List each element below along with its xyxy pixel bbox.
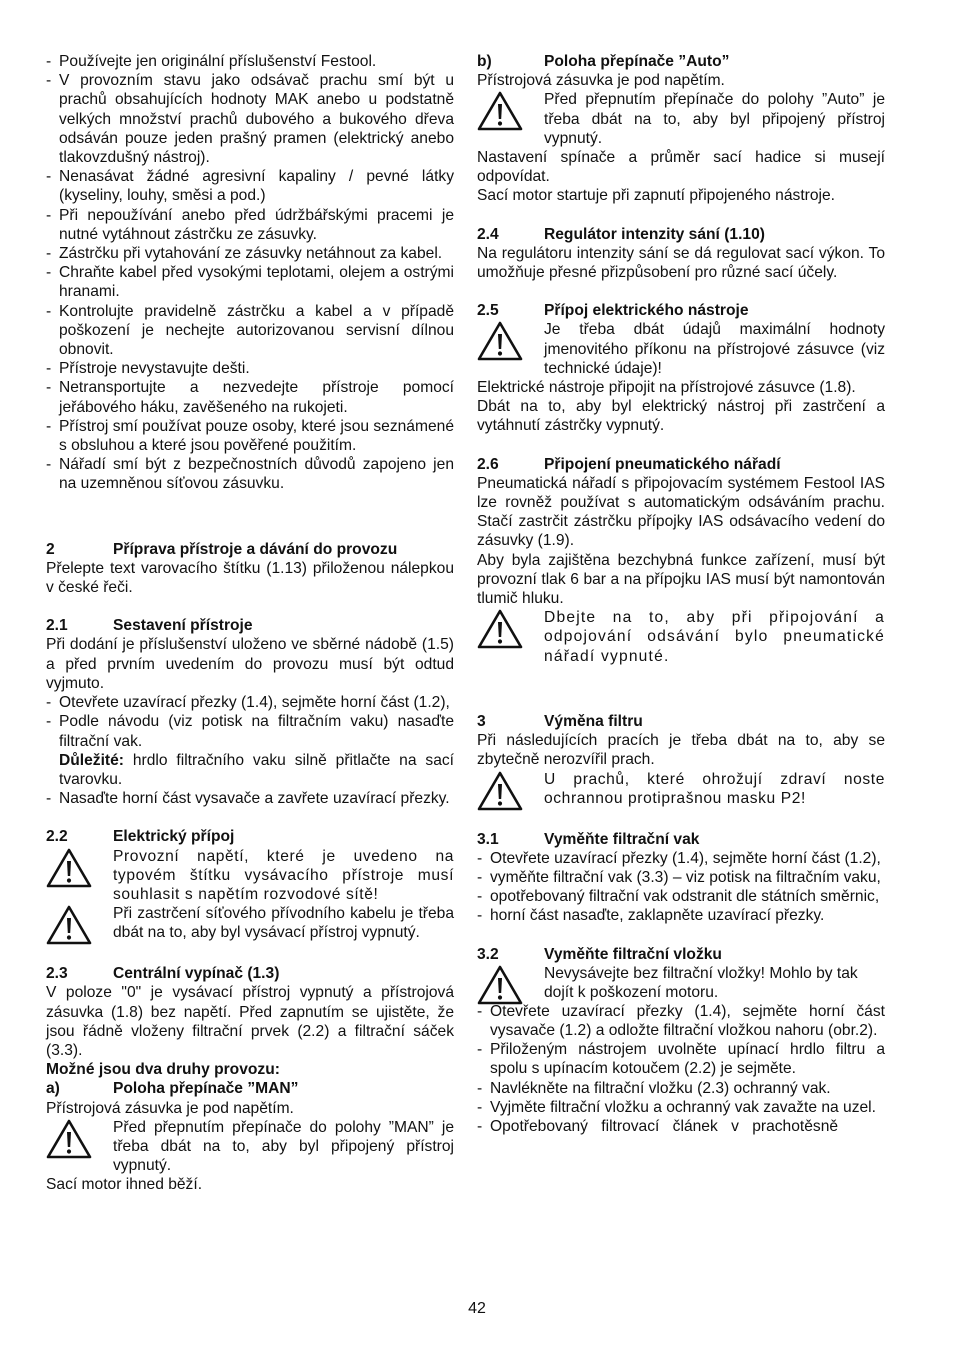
list-item: - Navlékněte na filtrační vložku (2.3) ochranný vak.: [477, 1079, 885, 1098]
warning-block: [477, 964, 885, 1002]
section-heading-2-5: [477, 301, 885, 320]
list-item: - Nasaďte horní část vysavače a zavřete uzavírací přezky.: [46, 789, 454, 808]
list-item: - Přístroj smí používat pouze osoby, které jsou seznámené s obsluhou a které jsou pověřené použitím.: [46, 417, 454, 455]
important-label: Důležité:: [59, 751, 124, 769]
assembly-list-cont: [46, 789, 454, 808]
warning-icon: [477, 770, 544, 811]
section-text: Nastavení spínače a průměr sací hadice si musejí odpovídat.: [477, 149, 885, 186]
safety-list: [46, 52, 454, 494]
list-item: - Otevřete uzavírací přezky (1.4), sejměte horní část (1.2),: [477, 849, 885, 868]
section-title: Sestavení přístroje: [113, 617, 253, 635]
list-item: - Chraňte kabel před vysokými teplotami, olejem a ostrými hranami.: [46, 263, 454, 301]
list-item: - Otevřete uzavírací přezky (1.4), sejměte horní část vysavače (1.2) a odložte filtrační vložkou nahoru (obr.2).: [477, 1002, 885, 1040]
section-text: V poloze "0" je vysávací přístroj vypnutý a přístrojová zásuvka (1.8) bez napětí. Před zapnutím se ujistěte, že jsou řádně vloženy filtrační prvek (2.2) a filtrační sáček (3.3).: [46, 984, 454, 1059]
subsection-heading-b: [477, 52, 885, 71]
subsection-title: Poloha přepínače ”Auto”: [544, 53, 730, 70]
section-heading-2-1: [46, 616, 454, 635]
warning-block: [477, 608, 885, 666]
warning-block: [477, 320, 885, 378]
section-number: 2.4: [477, 225, 499, 243]
list-item: - Používejte jen originální příslušenství Festool.: [46, 52, 454, 71]
section-text: Elektrické nástroje připojit na přístrojové zásuvce (1.8).: [477, 379, 856, 397]
list-item: - Opotřebovaný filtrovací článek v prachotěsně: [477, 1117, 885, 1136]
subsection-title: Poloha přepínače ”MAN”: [113, 1080, 299, 1098]
warning-text: U prachů, které ohrožují zdraví noste ochrannou protiprašnou masku P2!: [544, 770, 885, 807]
list-item: - V provozním stavu jako odsávač prachu smí být u prachů obsahujících hodnoty MAK anebo u podstatně velkých množství prachů dubového a bukového dřeva odsáván pouze jeden prašný pramen (elektrický anebo tlakovzdušný nástroj).: [46, 71, 454, 167]
section-number: 2: [46, 540, 55, 558]
warning-block: [477, 90, 885, 148]
assembly-list: [46, 693, 454, 751]
list-item: - horní část nasaďte, zaklapněte uzavírací přezky.: [477, 906, 885, 925]
section-title: Elektrický přípoj: [113, 828, 235, 846]
warning-text: Provozní napětí, které je uvedeno na typovém štítku vysávacího přístroje musí souhlasit s napětím rozvodové sítě!: [113, 847, 454, 903]
filter-bag-list: [477, 849, 885, 926]
list-item: - Přiloženým nástrojem uvolněte upínací hrdlo filtru a spolu s upínacím kotoučem (2.2) je sejměte.: [477, 1040, 885, 1078]
section-number: 2.1: [46, 617, 68, 635]
section-title: Přípoj elektrického nástroje: [544, 302, 749, 320]
section-heading-2-3: [46, 964, 454, 983]
warning-text: Při zastrčení síťového přívodního kabelu je třeba dbát na to, aby byl vysávací přístroj vypnutý.: [113, 905, 454, 942]
section-text: Pneumatická nářadí s připojovacím systémem Festool IAS lze rovněž používat s automatickým odsáváním prachu. Stačí zastrčit zástrčku přípojky IAS odsávacího vedení do zásuvky (1.9).: [477, 474, 885, 550]
section-title: Připojení pneumatického nářadí: [544, 455, 781, 473]
warning-icon: [477, 964, 544, 1005]
section-text: Přístrojová zásuvka je pod napětím.: [477, 72, 725, 90]
filter-insert-list: [477, 1002, 885, 1136]
section-text: Při dodání je příslušenství uloženo ve sběrné nádobě (1.5) a před prvním uvedením do provozu musí být odtud vyjmuto.: [46, 636, 454, 692]
subsection-number: b): [477, 53, 492, 70]
section-number: 2.3: [46, 965, 68, 983]
warning-text: Před přepnutím přepínače do polohy ”MAN” je třeba dbát na to, aby byl připojený přístroj vypnutý.: [113, 1118, 454, 1175]
section-text: Dbát na to, aby byl elektrický nástroj při zastrčení a vytáhnutí zástrčky vypnutý.: [477, 398, 885, 435]
section-heading-2-6: [477, 455, 885, 474]
subsection-heading-a: [46, 1079, 454, 1098]
section-heading-3: [477, 712, 885, 731]
list-item: - Otevřete uzavírací přezky (1.4), sejměte horní část (1.2),: [46, 693, 454, 712]
warning-block: [46, 1118, 454, 1176]
modes-title: Možné jsou dva druhy provozu:: [46, 1061, 280, 1079]
warning-text: Je třeba dbát údajů maximální hodnoty jmenovitého příkonu na přístrojové zásuvce (viz technické údaje)!: [544, 321, 885, 377]
section-title: Výměna filtru: [544, 712, 643, 730]
list-item: - Nenasávat žádné agresivní kapaliny / pevné látky (kyseliny, louhy, směsi a pod.): [46, 167, 454, 205]
section-text: Na regulátoru intenzity sání se dá regulovat sací výkon. To umožňuje přesné přizpůsobení pro různé sací účely.: [477, 244, 885, 282]
warning-icon: [46, 847, 113, 888]
list-item: - Přístroje nevystavujte dešti.: [46, 359, 454, 378]
section-title: Centrální vypínač (1.3): [113, 965, 280, 983]
section-title: Vyměňte filtrační vložku: [544, 945, 722, 963]
section-title: Vyměňte filtrační vak: [544, 830, 700, 848]
section-text: Sací motor ihned běží.: [46, 1176, 203, 1194]
warning-icon: [477, 90, 544, 131]
list-item: - vyměňte filtrační vak (3.3) – viz potisk na filtračním vaku,: [477, 868, 885, 887]
section-number: 2.2: [46, 828, 68, 846]
section-text: Při následujících pracích je třeba dbát na to, aby se zbytečně nerozvířil prach.: [477, 732, 885, 769]
list-item: - Nářadí smí být z bezpečnostních důvodů zapojeno jen na uzemněnou síťovou zásuvku.: [46, 455, 454, 493]
section-heading-2-4: [477, 225, 885, 244]
section-text: Aby byla zajištěna bezchybná funkce zařízení, musí být provozní tlak 6 bar a na přípojku IAS musí být namontován tlumič hluku.: [477, 551, 885, 608]
right-column: [477, 52, 885, 1136]
section-heading-3-2: [477, 945, 885, 964]
section-heading-2: [46, 540, 454, 559]
list-item: - Podle návodu (viz potisk na filtračním vaku) nasaďte filtrační vak.: [46, 712, 454, 750]
section-number: 3.1: [477, 830, 499, 848]
warning-text: Nevysávejte bez filtrační vložky! Mohlo by tak dojít k poškození motoru.: [544, 964, 858, 1001]
list-item: - Zástrčku při vytahování ze zásuvky netáhnout za kabel.: [46, 244, 454, 263]
section-number: 3: [477, 712, 486, 730]
warning-text: Dbejte na to, aby při připojování a odpojování odsávání bylo pneumatické nářadí vypnuté.: [544, 609, 885, 665]
list-item: - Vyjměte filtrační vložku a ochranný vak zavažte na uzel.: [477, 1098, 885, 1117]
warning-block: [477, 770, 885, 811]
warning-text: Před přepnutím přepínače do polohy ”Auto” je třeba dbát na to, aby byl připojený přístroj vypnutý.: [544, 91, 885, 147]
list-item: - Při nepoužívání anebo před údržbářskými pracemi je nutné vytáhnout zástrčku ze zásuvky.: [46, 206, 454, 244]
left-column: [46, 52, 454, 1195]
section-number: 3.2: [477, 945, 499, 963]
warning-icon: [477, 608, 544, 649]
section-text: Přelepte text varovacího štítku (1.13) přiloženou nálepkou v české řeči.: [46, 559, 454, 597]
warning-block: [46, 904, 454, 945]
list-item: - opotřebovaný filtrační vak odstranit dle státních směrnic,: [477, 887, 885, 906]
section-title: Regulátor intenzity sání (1.10): [544, 225, 765, 243]
warning-icon: [46, 1118, 113, 1159]
section-heading-2-2: [46, 827, 454, 846]
list-item: - Netransportujte a nezvedejte přístroje pomocí jeřábového háku, zavěšeného na rukojeti.: [46, 378, 454, 416]
warning-icon: [477, 320, 544, 361]
page-number: 42: [468, 1300, 486, 1317]
warning-icon: [46, 904, 113, 945]
list-item: - Kontrolujte pravidelně zástrčku a kabel a v případě poškození je nechejte autorizovanou servisní dílnou obnovit.: [46, 302, 454, 360]
important-note: [46, 751, 454, 789]
section-text: Sací motor startuje při zapnutí připojeného nástroje.: [477, 187, 835, 205]
section-number: 2.6: [477, 455, 499, 473]
subsection-number: a): [46, 1080, 60, 1098]
section-title: Příprava přístroje a dávání do provozu: [113, 540, 398, 558]
section-number: 2.5: [477, 302, 499, 320]
section-text: Přístrojová zásuvka je pod napětím.: [46, 1099, 294, 1117]
important-text: hrdlo filtračního vaku silně přitlačte na sací tvarovku.: [59, 751, 454, 788]
section-heading-3-1: [477, 830, 885, 849]
warning-block: [46, 847, 454, 905]
